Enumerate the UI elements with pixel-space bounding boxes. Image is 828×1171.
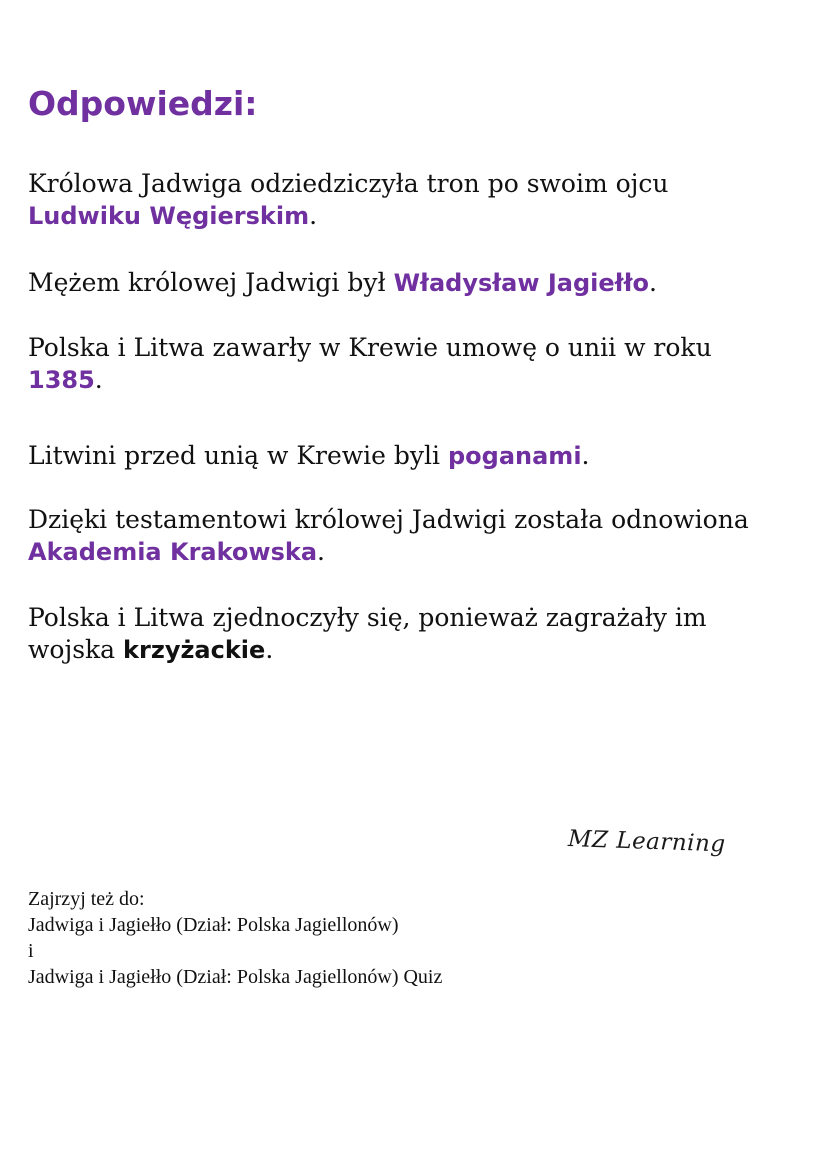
answer-5-sentence: Dzięki testamentowi królowej Jadwigi została odnowiona [28,505,749,534]
answer-5-value: Akademia Krakowska [28,538,318,566]
page-title: Odpowiedzi: [28,84,258,123]
see-also-conjunction: i [28,940,34,962]
brand-signature: MZ Learning [567,826,726,858]
answer-2-period: . [648,268,657,297]
answer-6 [28,602,788,666]
answer-2-value: Władysław Jagiełło [393,269,649,297]
answer-4-value: poganami [447,442,582,470]
see-also-link-lesson[interactable]: Jadwiga i Jagiełło (Dział: Polska Jagiellonów) [28,914,399,936]
answer-3-sentence: Polska i Litwa zawarły w Krewie umowę o unii w roku [28,333,712,362]
answer-1-period: . [309,201,318,230]
answer-6-sentence: Polska i Litwa zjednoczyły się, ponieważ zagrażały im wojska [28,603,707,664]
answer-3-period: . [94,365,103,394]
answer-1-value: Ludwiku Węgierskim [28,202,310,230]
see-also-link-quiz[interactable]: Jadwiga i Jagiełło (Dział: Polska Jagiellonów) Quiz [28,966,443,988]
answer-6-value: krzyżackie [123,636,266,664]
answer-5-period: . [317,537,325,566]
answer-2 [28,267,818,299]
answer-3-value: 1385 [28,366,95,394]
answer-4-sentence: Litwini przed unią w Krewie byli [28,441,448,470]
answer-4 [28,440,818,472]
answer-4-period: . [581,441,590,470]
answer-1-sentence: Królowa Jadwiga odziedziczyła tron po swoim ojcu [28,169,669,198]
answer-2-sentence: Mężem królowej Jadwigi był [28,268,394,297]
answer-6-period: . [265,635,274,664]
see-also-intro: Zajrzyj też do: [28,888,145,910]
answer-1 [28,168,818,232]
answer-5 [28,504,818,568]
answer-3 [28,332,818,396]
see-also-footer [28,886,442,990]
